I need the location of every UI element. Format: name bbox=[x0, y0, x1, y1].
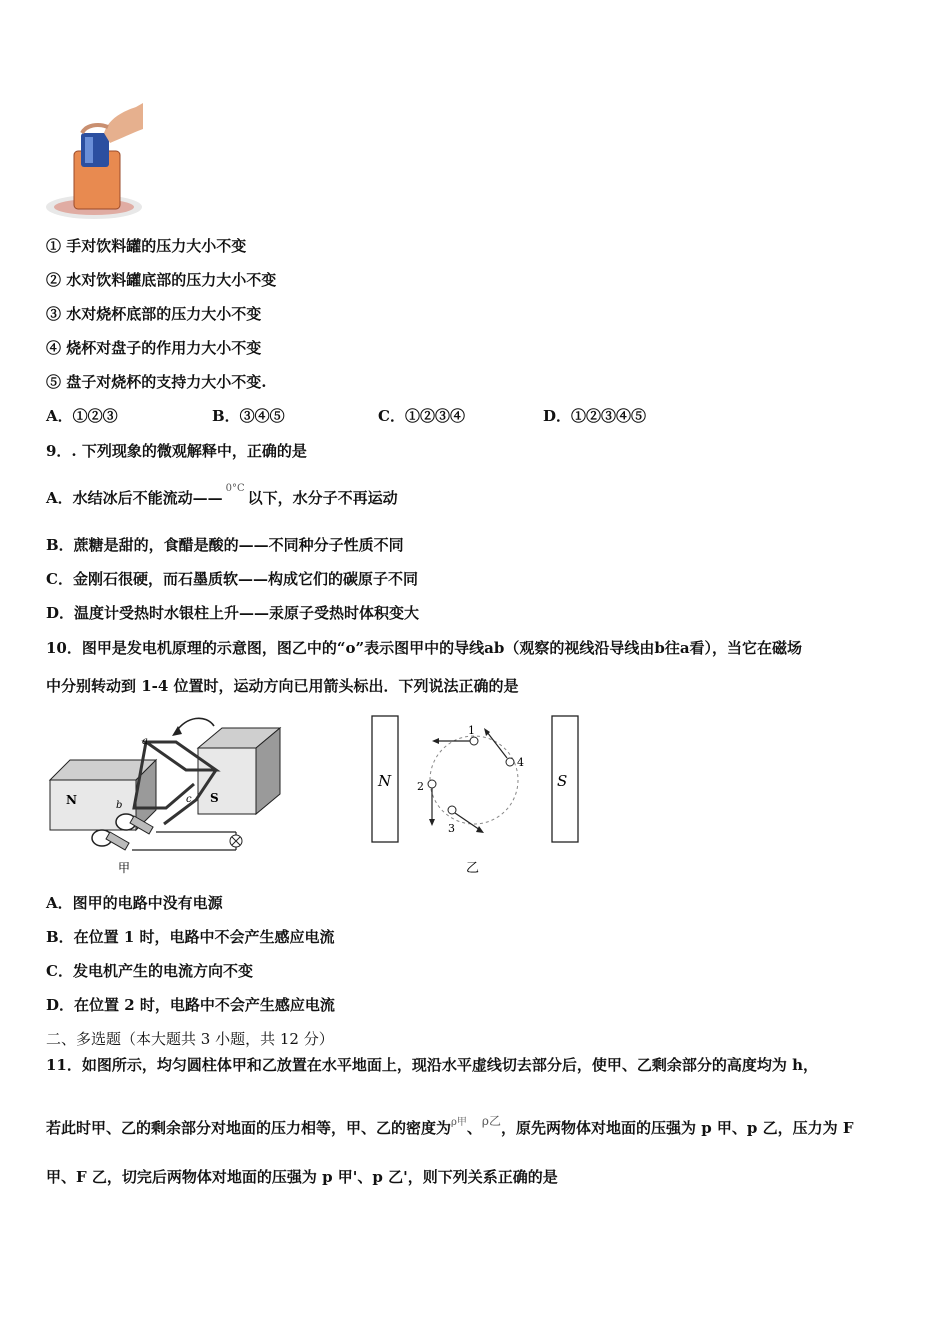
pole-n-label: N bbox=[378, 772, 392, 790]
q10-option-d: D．在位置 2 时，电路中不会产生感应电流 bbox=[46, 996, 335, 1014]
q10-stem-line1: 10．图甲是发电机原理的示意图，图乙中的“o”表示图甲中的导线ab（观察的视线沿导线由b往a看），当它在磁场 bbox=[46, 639, 803, 657]
q9-option-a-post: 以下，水分子不再运动 bbox=[247, 489, 398, 507]
position-3-label: 3 bbox=[448, 822, 455, 835]
magnet-s-label: S bbox=[210, 791, 219, 805]
rho-yi-symbol: ρ乙 bbox=[481, 1114, 501, 1128]
q9-temp-label: 0°C bbox=[225, 483, 245, 494]
q8-option-a: A．①②③ bbox=[46, 407, 118, 425]
q9-option-d: D．温度计受热时水银柱上升——汞原子受热时体积变大 bbox=[46, 604, 420, 622]
wire-c-label: c bbox=[186, 794, 192, 805]
q10-figure-yi bbox=[362, 712, 602, 880]
position-1-label: 1 bbox=[468, 724, 475, 737]
q8-option-d: D．①②③④⑤ bbox=[543, 407, 647, 425]
pole-s-label: S bbox=[557, 772, 568, 790]
q9-option-a-pre: A．水结冰后不能流动—— bbox=[46, 489, 223, 507]
q8-option-b: B．③④⑤ bbox=[212, 407, 285, 425]
position-2-label: 2 bbox=[417, 780, 424, 793]
caption-jia: 甲 bbox=[118, 861, 131, 875]
q8-statement-5: ⑤ 盘子对烧杯的支持力大小不变. bbox=[46, 373, 267, 391]
q10-option-b: B．在位置 1 时，电路中不会产生感应电流 bbox=[46, 928, 335, 946]
q8-statement-1: ① 手对饮料罐的压力大小不变 bbox=[46, 237, 247, 255]
section-heading-multiple-choice: 二、多选题（本大题共 3 小题，共 12 分） bbox=[46, 1030, 334, 1048]
q8-photo bbox=[46, 103, 143, 221]
q8-statement-4: ④ 烧杯对盘子的作用力大小不变 bbox=[46, 339, 262, 357]
q11-stem-line1: 11．如图所示，均匀圆柱体甲和乙放置在水平地面上，现沿水平虚线切去部分后，使甲、乙剩余部分的高度均为 h， bbox=[46, 1056, 819, 1074]
q11-stem-line2 bbox=[46, 1114, 854, 1141]
q8-statement-3: ③ 水对烧杯底部的压力大小不变 bbox=[46, 305, 262, 323]
q10-option-a: A．图甲的电路中没有电源 bbox=[46, 894, 223, 912]
wire-b-label: b bbox=[116, 800, 123, 811]
q9-option-c: C．金刚石很硬，而石墨质软——构成它们的碳原子不同 bbox=[46, 570, 418, 588]
q10-option-c: C．发电机产生的电流方向不变 bbox=[46, 962, 253, 980]
q9-option-a bbox=[46, 483, 398, 511]
position-4-label: 4 bbox=[517, 756, 524, 769]
q11-line2-post: ，原先两物体对地面的压强为 p 甲、p 乙，压力为 F bbox=[500, 1119, 854, 1137]
q11-line2-pre: 若此时甲、乙的剩余部分对地面的压力相等，甲、乙的密度为 bbox=[46, 1119, 452, 1137]
q8-option-c: C．①②③④ bbox=[378, 407, 465, 425]
rho-jia-symbol: ρ甲 bbox=[451, 1117, 467, 1128]
q9-stem: 9．. 下列现象的微观解释中，正确的是 bbox=[46, 442, 307, 460]
q8-statement-2: ② 水对饮料罐底部的压力大小不变 bbox=[46, 271, 277, 289]
wire-a-label: a bbox=[142, 736, 148, 747]
caption-yi: 乙 bbox=[466, 861, 480, 876]
magnet-n-label: N bbox=[66, 793, 77, 807]
q11-separator: 、 bbox=[466, 1119, 482, 1137]
q9-option-b: B．蔗糖是甜的，食醋是酸的——不同种分子性质不同 bbox=[46, 536, 404, 554]
q11-stem-line3: 甲、F 乙，切完后两物体对地面的压强为 p 甲'、p 乙'，则下列关系正确的是 bbox=[46, 1168, 558, 1186]
q10-figure-jia bbox=[46, 712, 296, 880]
q10-stem-line2: 中分别转动到 1-4 位置时，运动方向已用箭头标出．下列说法正确的是 bbox=[46, 677, 519, 695]
